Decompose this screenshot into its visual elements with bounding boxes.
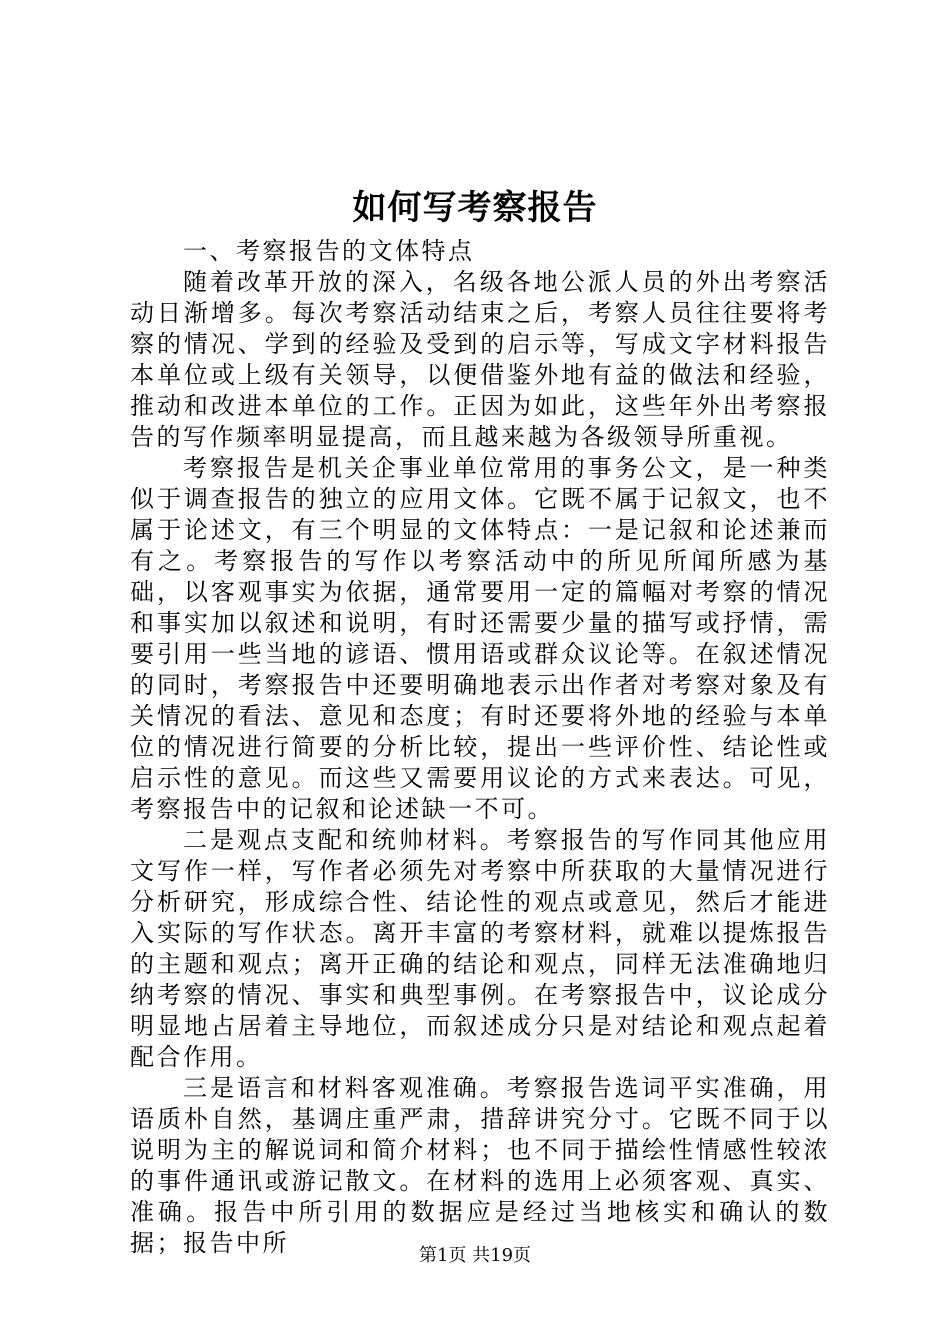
body-paragraph: 随着改革开放的深入，名级各地公派人员的外出考察活动日渐增多。每次考察活动结束之后，考察人员往往要将考察的情况、学到的经验及受到的启示等，写成文字材料报告本单位或上级有关领导，以便借鉴外地有益的做法和经验，推动和改进本单位的工作。正因为如此，这些年外出考察报告的写作频率明显提高，而且越来越为各级领导所重视。 xyxy=(130,268,830,451)
document-body xyxy=(130,236,830,1259)
body-paragraph: 三是语言和材料客观准确。考察报告选词平实准确，用语质朴自然，基调庄重严肃，措辞讲究分寸。它既不同于以说明为主的解说词和简介材料；也不同于描绘性情感性较浓的事件通讯或游记散文。在材料的选用上必须客观、真实、准确。报告中所引用的数据应是经过当地核实和确认的数据；报告中所 xyxy=(130,1074,830,1257)
body-paragraph: 考察报告是机关企事业单位常用的事务公文，是一种类似于调查报告的独立的应用文体。它既不属于记叙文，也不属于论述文，有三个明显的文体特点：一是记叙和论述兼而有之。考察报告的写作以考察活动中的所见所闻所感为基础，以客观事实为依据，通常要用一定的篇幅对考察的情况和事实加以叙述和说明，有时还需要少量的描写或抒情，需要引用一些当地的谚语、惯用语或群众议论等。在叙述情况的同时，考察报告中还要明确地表示出作者对考察对象及有关情况的看法、意见和态度；有时还要将外地的经验与本单位的情况进行简要的分析比较，提出一些评价性、结论性或启示性的意见。而这些又需要用议论的方式来表达。可见，考察报告中的记叙和论述缺一不可。 xyxy=(130,454,830,823)
section-heading: 一、考察报告的文体特点 xyxy=(183,237,475,265)
body-paragraph: 二是观点支配和统帅材料。考察报告的写作同其他应用文写作一样，写作者必须先对考察中所获取的大量情况进行分析研究，形成综合性、结论性的观点或意见，然后才能进入实际的写作状态。离开丰富的考察材料，就难以提炼报告的主题和观点；离开正确的结论和观点，同样无法准确地归纳考察的情况、事实和典型事例。在考察报告中，议论成分明显地占居着主导地位，而叙述成分只是对结论和观点起着配合作用。 xyxy=(130,826,830,1071)
page-footer: 第1页 共19页 xyxy=(418,1245,532,1266)
document-title: 如何写考察报告 xyxy=(352,188,598,228)
